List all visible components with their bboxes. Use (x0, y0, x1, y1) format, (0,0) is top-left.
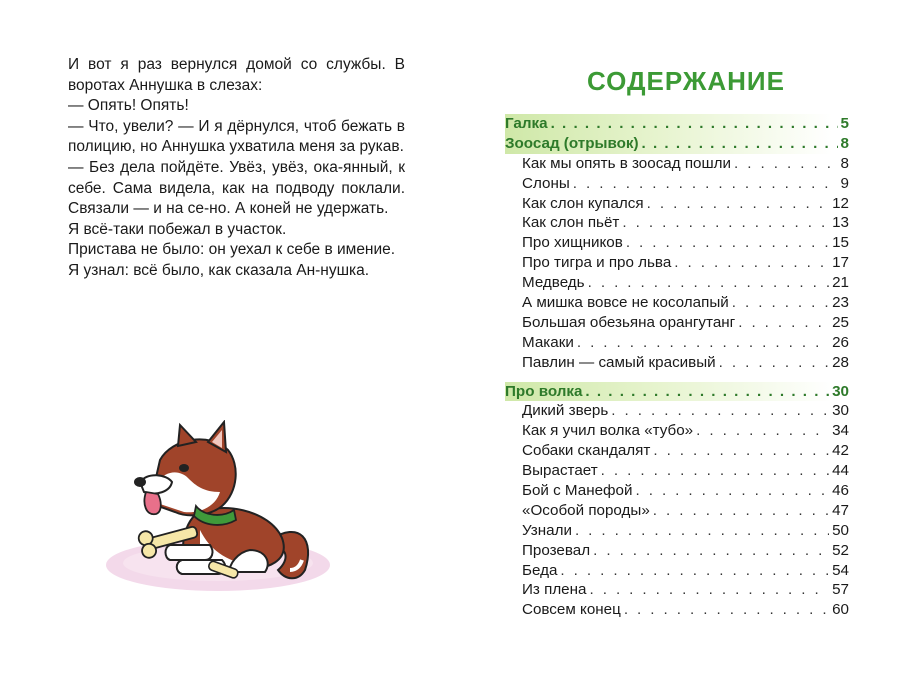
toc-entry-title: Медведь (522, 274, 585, 292)
toc-entry-title: Про волка (505, 382, 583, 400)
toc-entry[interactable] (505, 421, 849, 441)
toc-entry[interactable] (505, 353, 849, 373)
toc-entry-title: Про тигра и про льва (522, 254, 672, 272)
toc-entry-section[interactable] (505, 114, 849, 134)
toc-entry-page: 34 (832, 422, 849, 440)
toc-entry-title: Как слон пьёт (522, 214, 620, 232)
toc-entry-title: Макаки (522, 333, 574, 351)
toc-entry-title: Павлин — самый красивый (522, 353, 716, 371)
toc-entry-title: А мишка вовсе не косолапый (522, 294, 729, 312)
toc-entry-page: 30 (832, 382, 849, 400)
husky-puppy-with-bone-icon (100, 420, 340, 595)
story-text (68, 55, 405, 282)
toc-entry[interactable] (505, 313, 849, 333)
toc-entry-page: 25 (832, 313, 849, 331)
toc-entry-title: Прозевал (522, 541, 591, 559)
toc-entry-page: 8 (840, 154, 849, 172)
toc-entry-title: Дикий зверь (522, 402, 609, 420)
table-of-contents (505, 114, 849, 620)
toc-entry-page: 8 (840, 134, 849, 152)
toc-entry-title: Про хищников (522, 234, 623, 252)
story-paragraph: — Опять! Опять! (68, 97, 189, 115)
toc-entry-title: Из плена (522, 581, 587, 599)
right-page (450, 0, 900, 691)
toc-entry-title: Как слон купался (522, 194, 644, 212)
toc-entry[interactable] (505, 521, 849, 541)
toc-entry[interactable] (505, 501, 849, 521)
toc-entry[interactable] (505, 233, 849, 253)
toc-entry-title: Беда (522, 561, 558, 579)
toc-entry-page: 5 (840, 115, 849, 132)
toc-entry[interactable] (505, 541, 849, 561)
toc-entry-page: 9 (840, 174, 849, 192)
toc-entry[interactable] (505, 600, 849, 620)
story-paragraph: Пристава не было: он уехал к себе в имение. (68, 241, 396, 259)
toc-entry-page: 21 (832, 274, 849, 292)
toc-spacer (505, 373, 849, 382)
toc-entry-title: Совсем конец (522, 601, 621, 619)
toc-entry-title: Галка (505, 115, 548, 132)
toc-entry-page: 54 (832, 561, 849, 579)
toc-entry-title: Как я учил волка «тубо» (522, 422, 694, 440)
story-paragraph: — Без дела пойдёте. Увёз, увёз, ока-янный, к себе. Сама видела, как на подводу поклали. Связали — и на се-но. А коней не удержать. (68, 158, 405, 218)
toc-entry[interactable] (505, 580, 849, 600)
toc-entry[interactable] (505, 174, 849, 194)
story-paragraph: — Что, увели? — И я дёрнулся, чтоб бежать в полицию, но Аннушка ухватила меня за рукав. (68, 117, 405, 156)
toc-entry[interactable] (505, 333, 849, 353)
toc-entry-page: 15 (832, 234, 849, 252)
toc-entry[interactable] (505, 293, 849, 313)
toc-entry-page: 23 (832, 294, 849, 312)
toc-entry-page: 50 (832, 521, 849, 539)
toc-entry[interactable] (505, 561, 849, 581)
toc-entry-page: 52 (832, 541, 849, 559)
toc-entry-page: 46 (832, 482, 849, 500)
toc-entry-page: 30 (832, 402, 849, 420)
toc-entry[interactable] (505, 441, 849, 461)
toc-entry-title: Слоны (522, 174, 570, 192)
toc-entry-section[interactable] (505, 134, 849, 154)
toc-entry-title: Собаки скандалят (522, 442, 651, 460)
toc-entry[interactable] (505, 253, 849, 273)
story-paragraph: И вот я раз вернулся домой со службы. В воротах Аннушка в слезах: (68, 56, 405, 94)
toc-entry-title: Как мы опять в зоосад пошли (522, 154, 732, 172)
toc-entry-page: 12 (832, 194, 849, 212)
story-paragraph: Я узнал: всё было, как сказала Ан-нушка. (68, 261, 370, 279)
toc-entry-page: 44 (832, 462, 849, 480)
toc-entry-page: 26 (832, 333, 849, 351)
toc-entry-title: Вырастает (522, 462, 598, 480)
toc-entry[interactable] (505, 213, 849, 233)
toc-entry[interactable] (505, 401, 849, 421)
story-paragraph: Я всё-таки побежал в участок. (68, 220, 287, 238)
toc-entry-page: 57 (832, 581, 849, 599)
toc-entry-title: «Особой породы» (522, 501, 650, 519)
toc-entry-section[interactable] (505, 382, 849, 402)
toc-entry-page: 47 (832, 501, 849, 519)
toc-entry-title: Узнали (522, 521, 572, 539)
toc-entry-page: 17 (832, 254, 849, 272)
toc-entry-page: 28 (832, 353, 849, 371)
toc-entry-title: Большая обезьяна орангутанг (522, 313, 736, 331)
toc-entry-title: Бой с Манефой (522, 482, 633, 500)
toc-entry[interactable] (505, 273, 849, 293)
toc-title: СОДЕРЖАНИЕ (587, 66, 785, 96)
toc-entry[interactable] (505, 154, 849, 174)
toc-entry-page: 60 (832, 601, 849, 619)
toc-entry[interactable] (505, 481, 849, 501)
toc-entry[interactable] (505, 194, 849, 214)
toc-entry-page: 42 (832, 442, 849, 460)
toc-entry[interactable] (505, 461, 849, 481)
toc-entry-page: 13 (832, 214, 849, 232)
toc-entry-title: Зоосад (отрывок) (505, 134, 639, 152)
